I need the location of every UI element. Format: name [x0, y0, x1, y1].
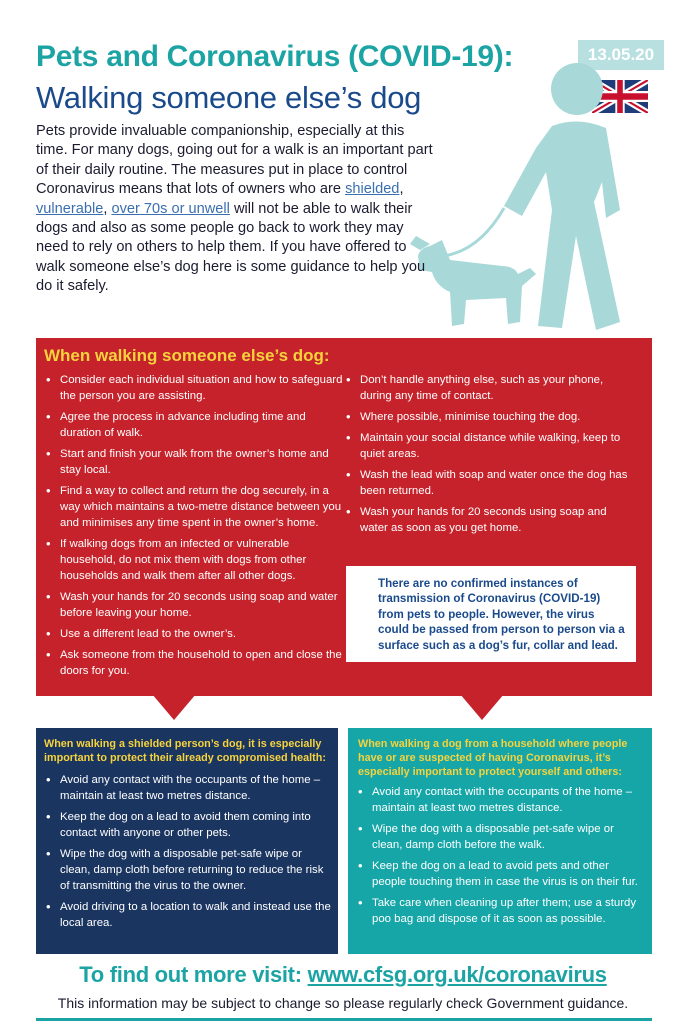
- list-item: • Keep the dog on a lead to avoid pets and other people touching them in case the virus is on their fur.: [356, 858, 646, 890]
- list-item: • Wash the lead with soap and water once the dog has been returned.: [344, 467, 634, 499]
- link-vulnerable[interactable]: vulnerable: [36, 200, 104, 217]
- bottom-divider: [36, 1018, 652, 1021]
- list-item: • Avoid any contact with the occupants of the home – maintain at least two metres distance.: [356, 784, 646, 816]
- list-item: • Wipe the dog with a disposable pet-safe wipe or clean, damp cloth before the walk.: [356, 821, 646, 853]
- shielded-guidance-heading: When walking a shielded person’s dog, it is especially important to protect their already compromised health:: [44, 738, 326, 764]
- list-item: • Don’t handle anything else, such as your phone, during any time of contact.: [344, 372, 634, 404]
- disclaimer: This information may be subject to change so please regularly check Government guidance.: [57, 995, 629, 1011]
- page-subtitle: Walking someone else’s dog: [36, 80, 422, 115]
- list-item: • Ask someone from the household to open and close the doors for you.: [44, 647, 344, 679]
- link-shielded[interactable]: shielded: [345, 181, 400, 198]
- list-item: • Avoid any contact with the occupants of the home – maintain at least two metres distance.: [44, 772, 334, 804]
- list-item: • Wash your hands for 20 seconds using soap and water before leaving your home.: [44, 589, 344, 621]
- list-item: • Maintain your social distance while walking, keep to quiet areas.: [344, 430, 634, 462]
- list-item: • Where possible, minimise touching the dog.: [344, 409, 634, 425]
- list-item: • Wash your hands for 20 seconds using soap and water as soon as you get home.: [344, 504, 634, 536]
- link-over-70s[interactable]: over 70s or unwell: [111, 200, 230, 217]
- list-item: • Take care when cleaning up after them; use a sturdy poo bag and dispose of it as soon as possible.: [356, 895, 646, 927]
- date-badge: 13.05.20: [578, 40, 664, 70]
- infected-household-list: [356, 784, 646, 932]
- list-item: • Start and finish your walk from the owner’s home and stay local.: [44, 446, 344, 478]
- find-out-more-label: To find out more visit:: [79, 962, 308, 987]
- list-item: • Find a way to collect and return the dog securely, in a way which maintains a two-metre distance between you and minimises any time spent in the owner’s home.: [44, 483, 344, 531]
- list-item: • Keep the dog on a lead to avoid them coming into contact with anyone or other pets.: [44, 809, 334, 841]
- guidance-list-left: [44, 372, 344, 684]
- guidance-list-right: [344, 372, 634, 541]
- intro-text-end: will not be able to walk their dogs and also as some people go back to work they may need to rely on others to help them. If you have offered to walk someone else’s dog here is some guidance to help you do it safely.: [36, 200, 426, 295]
- list-item: • Use a different lead to the owner’s.: [44, 626, 344, 642]
- infected-household-heading: When walking a dog from a household where people have or are suspected of having Coronavirus, it’s especially important to protect yourself and others:: [358, 738, 628, 778]
- cfsg-website-link[interactable]: www.cfsg.org.uk/coronavirus: [307, 962, 607, 987]
- shielded-guidance-list: [44, 772, 334, 936]
- panel-pointer-right: [460, 694, 504, 720]
- transmission-notice-text: There are no confirmed instances of transmission of Coronavirus (COVID-19) from pets to people. However, the virus could be passed from person to person via a surface such as a dog’s fur, collar and lead.: [378, 577, 625, 652]
- guidance-heading: When walking someone else’s dog:: [44, 346, 330, 365]
- intro-text-start: Pets provide invaluable companionship, especially at this time. For many dogs, going out for a walk is an important part of their daily routine. The measures put in place to control Coronavirus means that lots of owners who are: [36, 123, 433, 198]
- list-item: • Avoid driving to a location to walk and instead use the local area.: [44, 899, 334, 931]
- intro-paragraph: [36, 122, 436, 297]
- list-item: • Consider each individual situation and how to safeguard the person you are assisting.: [44, 372, 344, 404]
- panel-pointer-left: [152, 694, 196, 720]
- page-title: Pets and Coronavirus (COVID-19):: [36, 40, 514, 73]
- list-item: • Wipe the dog with a disposable pet-safe wipe or clean, damp cloth before returning to reduce the risk of transmitting the virus to the owner.: [44, 846, 334, 894]
- list-item: • Agree the process in advance including time and duration of walk.: [44, 409, 344, 441]
- list-item: • If walking dogs from an infected or vulnerable household, do not mix them with dogs from other households and walk them after all other dogs.: [44, 536, 344, 584]
- intro-separator: ,: [103, 200, 112, 217]
- intro-separator: ,: [399, 181, 404, 198]
- find-out-more: [0, 962, 686, 988]
